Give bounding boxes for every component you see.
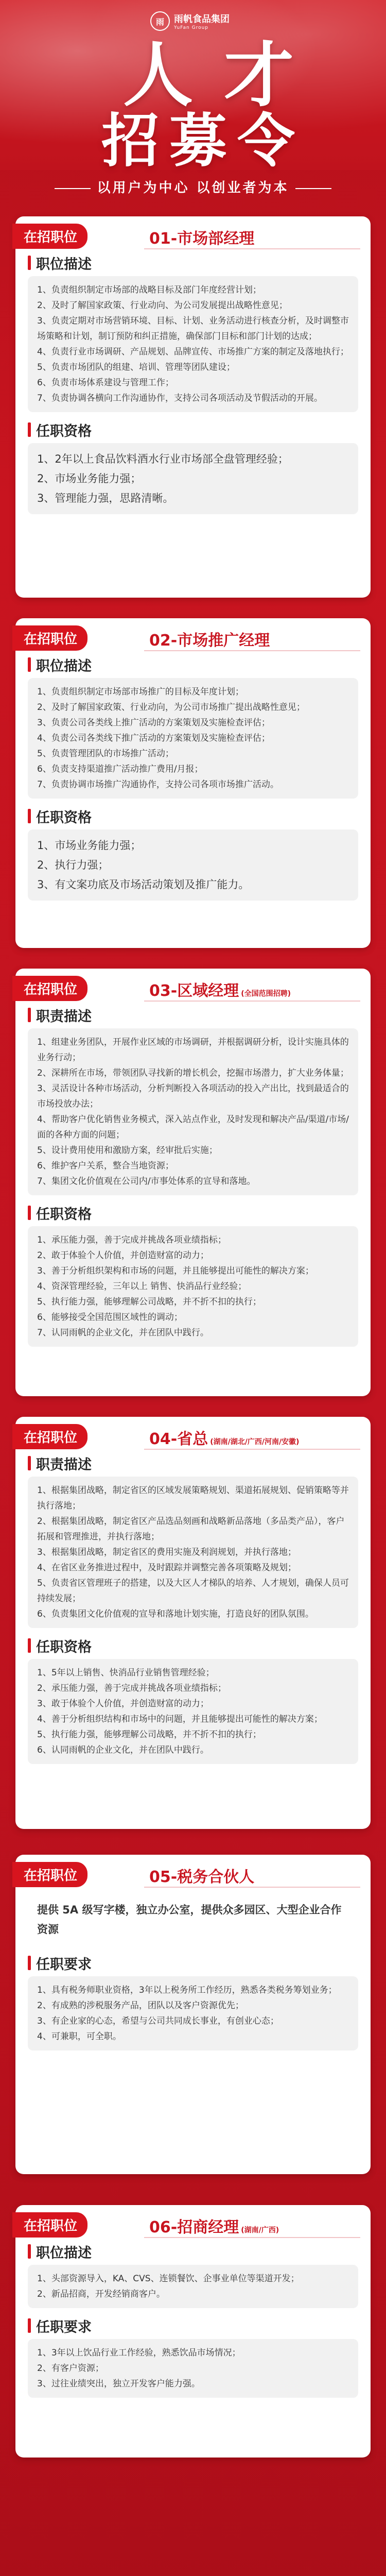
brand-logo <box>150 11 230 31</box>
section-bar-icon <box>28 2244 31 2259</box>
list-item: 4、帮助客户优化销售业务模式，深入站点作业，及时发现和解决产品/渠道/市场/面的各种方面的问题； <box>37 1114 349 1140</box>
list-item: 1、负责组织制定市场部的战略目标及部门年度经营计划； <box>37 285 261 295</box>
list-item: 4、善于分析组织结构和市场中的问题，并且能够提出可能性的解决方案； <box>37 1714 323 1724</box>
title-underline <box>144 248 360 249</box>
job-region-note: (湖南/广西) <box>241 2226 279 2234</box>
section-bar-icon <box>28 657 31 672</box>
list-item: 6、负责集团文化价值观的宣导和落地计划实施，打造良好的团队氛围。 <box>37 1609 314 1619</box>
section-bar-icon <box>28 1956 31 1970</box>
section-title: 职位描述 <box>28 252 358 273</box>
brand-name-cn: 雨帆食品集团 <box>174 14 230 25</box>
list-item: 3、善于分析组织架构和市场的问题，并且能够提出可能性的解决方案； <box>37 1266 314 1276</box>
list-item: 6、认同雨帆的企业文化，并在团队中践行。 <box>37 1745 209 1755</box>
section-content <box>28 1976 358 2050</box>
job-title: 05-税务合伙人 <box>149 1868 255 1886</box>
job-card-header <box>15 969 371 1005</box>
section-title: 职位描述 <box>28 654 358 675</box>
list-item: 1、组建业务团队，开展作业区域的市场调研，并根据调研分析，设计实施具体的业务行动； <box>37 1037 349 1063</box>
list-item: 2、承压能力强，善于完成并挑战各项业绩指标； <box>37 1683 226 1693</box>
list-item: 3、负责公司各类线上推广活动的方案策划及实施检查评估； <box>37 718 270 728</box>
list-item: 5、执行能力强，能够理解公司战略，并不折不扣的执行； <box>37 1730 261 1740</box>
list-item: 5、负责省区管理班子的搭建，以及大区人才梯队的培养、人才规划，确保人员可持续发展； <box>37 1578 349 1604</box>
list-item: 2、有客户资源； <box>37 2363 104 2374</box>
list-item: 1、5年以上销售、快消品行业销售管理经验； <box>37 1668 215 1678</box>
hiring-tag: 在招职位 <box>12 976 87 1001</box>
section-content <box>28 829 358 901</box>
section-bar-icon <box>28 1456 31 1470</box>
list-item: 1、根据集团战略，制定省区的区域发展策略规划、渠道拓展规划、促销策略等并执行落地； <box>37 1485 349 1511</box>
list-item: 4、负责行业市场调研、产品规划、品牌宣传、市场推广方案的制定及落地执行； <box>37 347 349 357</box>
job-card <box>15 1855 371 2174</box>
hiring-tag: 在招职位 <box>12 1862 87 1887</box>
job-title: 04-省总 (湖南/湖北/广西/河南/安徽) <box>149 1430 300 1448</box>
list-item: 6、维护客户关系，整合当地资源； <box>37 1161 174 1171</box>
job-region-note: (湖南/湖北/广西/河南/安徽) <box>210 1438 300 1446</box>
list-item: 5、执行能力强，能够理解公司战略，并不折不扣的执行； <box>37 1297 261 1307</box>
list-item: 3、负责定期对市场营销环境、目标、计划、业务活动进行核查分析，及时调整市场策略和计划，制订预防和纠正措施，确保部门目标和部门计划的达成； <box>37 316 349 342</box>
job-title: 02-市场推广经理 <box>149 632 270 650</box>
section-title: 任职资格 <box>28 806 358 826</box>
section-title: 职责描述 <box>28 1005 358 1025</box>
section-content <box>28 678 358 799</box>
list-item: 3、有文案功底及市场活动策划及推广能力。 <box>37 878 250 891</box>
list-item: 2、深耕所在市场，带领团队寻找新的增长机会，挖掘市场潜力，扩大业务体量； <box>37 1068 349 1078</box>
job-title: 03-区域经理 (全国范围招聘) <box>149 982 291 1000</box>
section-content <box>28 1477 358 1628</box>
title-underline <box>144 2237 360 2238</box>
section-content <box>28 1028 358 1195</box>
list-item: 1、头部资源导入，KA、CVS、连锁餐饮、企事业单位等渠道开发； <box>37 2274 300 2284</box>
section-content <box>28 443 358 514</box>
list-item: 3、过往业绩突出，独立开发客户能力强。 <box>37 2379 200 2389</box>
section-content <box>28 1659 358 1764</box>
title-underline <box>144 650 360 651</box>
section-bar-icon <box>28 256 31 270</box>
job-card-header <box>15 618 371 654</box>
section-title: 任职资格 <box>28 419 358 440</box>
list-item: 5、设计费用使用和激励方案，经审批后实施； <box>37 1145 218 1156</box>
section-title: 职责描述 <box>28 1453 358 1473</box>
job-card <box>15 969 371 1396</box>
list-item: 1、承压能力强，善于完成并挑战各项业绩指标； <box>37 1235 226 1245</box>
list-item: 2、及时了解国家政策、行业动向、为公司发展提出战略性意见； <box>37 300 288 311</box>
list-item: 4、资深管理经验，三年以上 销售、快消品行业经验； <box>37 1281 247 1292</box>
list-item: 1、具有税务师职业资格，3年以上税务所工作经历，熟悉各类税务筹划业务； <box>37 1985 337 1995</box>
section-title: 任职要求 <box>28 2315 358 2336</box>
job-card-header <box>15 1417 371 1453</box>
job-card-header <box>15 216 371 252</box>
list-item: 4、可兼职，可全职。 <box>37 2031 121 2042</box>
section-bar-icon <box>28 2318 31 2333</box>
section-content <box>28 2339 358 2398</box>
section-bar-icon <box>28 1638 31 1653</box>
slogan-divider <box>55 188 91 189</box>
list-item: 2、市场业务能力强； <box>37 472 142 485</box>
list-item: 4、负责公司各类线下推广活动的方案策划及实施检查评估； <box>37 733 270 743</box>
job-title: 06-招商经理 (湖南/广西) <box>149 2218 279 2236</box>
job-card-header <box>15 2205 371 2241</box>
job-title: 01-市场部经理 <box>149 230 255 248</box>
title-underline <box>144 1001 360 1002</box>
section-bar-icon <box>28 809 31 823</box>
list-item: 3、根据集团战略，制定省区的费用实施及利润规划，并执行落地； <box>37 1547 296 1557</box>
job-card <box>15 1417 371 1829</box>
title-underline <box>144 1887 360 1888</box>
section-content <box>28 2265 358 2308</box>
list-item: 7、集团文化价值观在公司内/市事处体系的宣导和落地。 <box>37 1176 256 1187</box>
list-item: 2、执行力强； <box>37 859 109 871</box>
list-item: 1、3年以上饮品行业工作经验，熟悉饮品市场情况； <box>37 2348 241 2358</box>
list-item: 3、灵活设计各种市场活动，分析判断投入各项活动的投入产出比，找到最适合的市场投放办法； <box>37 1083 349 1109</box>
hiring-tag: 在招职位 <box>12 1424 87 1449</box>
list-item: 6、负责支持渠道推广活动推广费用/月报； <box>37 764 203 774</box>
list-item: 1、负责组织制定市场部市场推广的目标及年度计划； <box>37 687 244 697</box>
job-intro: 提供 5A 级写字楼，独立办公室，提供众多园区、大型企业合作资源 <box>28 1894 358 1945</box>
list-item: 6、负责市场体系建设与管理工作； <box>37 378 174 388</box>
list-item: 5、负责市场团队的组建、培训、管理等团队建设； <box>37 362 235 372</box>
section-bar-icon <box>28 1206 31 1220</box>
list-item: 3、敢于体验个人价值，并创造财富的动力； <box>37 1699 209 1709</box>
list-item: 2、新品招商，开发经销商客户。 <box>37 2289 165 2299</box>
section-title: 任职要求 <box>28 1953 358 1973</box>
list-item: 2、敢于体验个人价值，并创造财富的动力； <box>37 1250 209 1261</box>
section-bar-icon <box>28 422 31 437</box>
list-item: 2、有成熟的涉税服务产品，团队以及客户资源优先； <box>37 2001 244 2011</box>
list-item: 7、认同雨帆的企业文化，并在团队中践行。 <box>37 1328 209 1338</box>
section-title: 任职资格 <box>28 1635 358 1656</box>
list-item: 7、负责协调各横向工作沟通协作，支持公司各项活动及节假活动的开展。 <box>37 393 323 403</box>
hero-title-line2: 招募令 <box>101 108 305 175</box>
list-item: 3、管理能力强，思路清晰。 <box>37 492 174 504</box>
list-item: 5、负责管理团队的市场推广活动； <box>37 749 174 759</box>
job-region-note: (全国范围招聘) <box>241 990 291 998</box>
list-item: 3、有企业家的心态，希望与公司共同成长事业，有创业心态； <box>37 2016 279 2026</box>
list-item: 2、及时了解国家政策、行业动向，为公司市场推广提出战略性意见； <box>37 702 305 713</box>
list-item: 2、根据集团战略，制定省区产品选品刻画和战略新品落地（多品类产品），客户拓展和管理推进，并执行落地； <box>37 1516 345 1542</box>
hero-slogan: 以用户为中心 以创业者为本 <box>0 177 386 196</box>
hiring-tag: 在招职位 <box>12 625 87 651</box>
hero-title-line1: 人才 <box>123 35 325 116</box>
section-title: 职位描述 <box>28 2241 358 2262</box>
list-item: 6、能够接受全国范围区域性的调动； <box>37 1312 183 1323</box>
slogan-divider <box>295 188 331 189</box>
logo-mark-icon: 雨 <box>150 11 170 31</box>
list-item: 1、2年以上食品饮料酒水行业市场部全盘管理经验； <box>37 453 289 465</box>
job-card <box>15 216 371 598</box>
hero-banner <box>0 0 386 175</box>
brand-name-en: YuFan Group <box>174 25 208 30</box>
hiring-tag: 在招职位 <box>12 2212 87 2238</box>
section-title: 任职资格 <box>28 1202 358 1223</box>
section-bar-icon <box>28 1008 31 1022</box>
job-card <box>15 618 371 948</box>
hiring-tag: 在招职位 <box>12 224 87 249</box>
section-content <box>28 1226 358 1347</box>
job-card-header <box>15 1855 371 1891</box>
list-item: 7、负责协调市场推广沟通协作，支持公司各项市场推广活动。 <box>37 779 279 790</box>
list-item: 1、市场业务能力强； <box>37 839 142 852</box>
list-item: 4、在省区业务推进过程中，及时跟踪并调整完善各项策略及规划； <box>37 1563 296 1573</box>
job-card <box>15 2205 371 2458</box>
title-underline <box>144 1449 360 1450</box>
section-content <box>28 276 358 412</box>
